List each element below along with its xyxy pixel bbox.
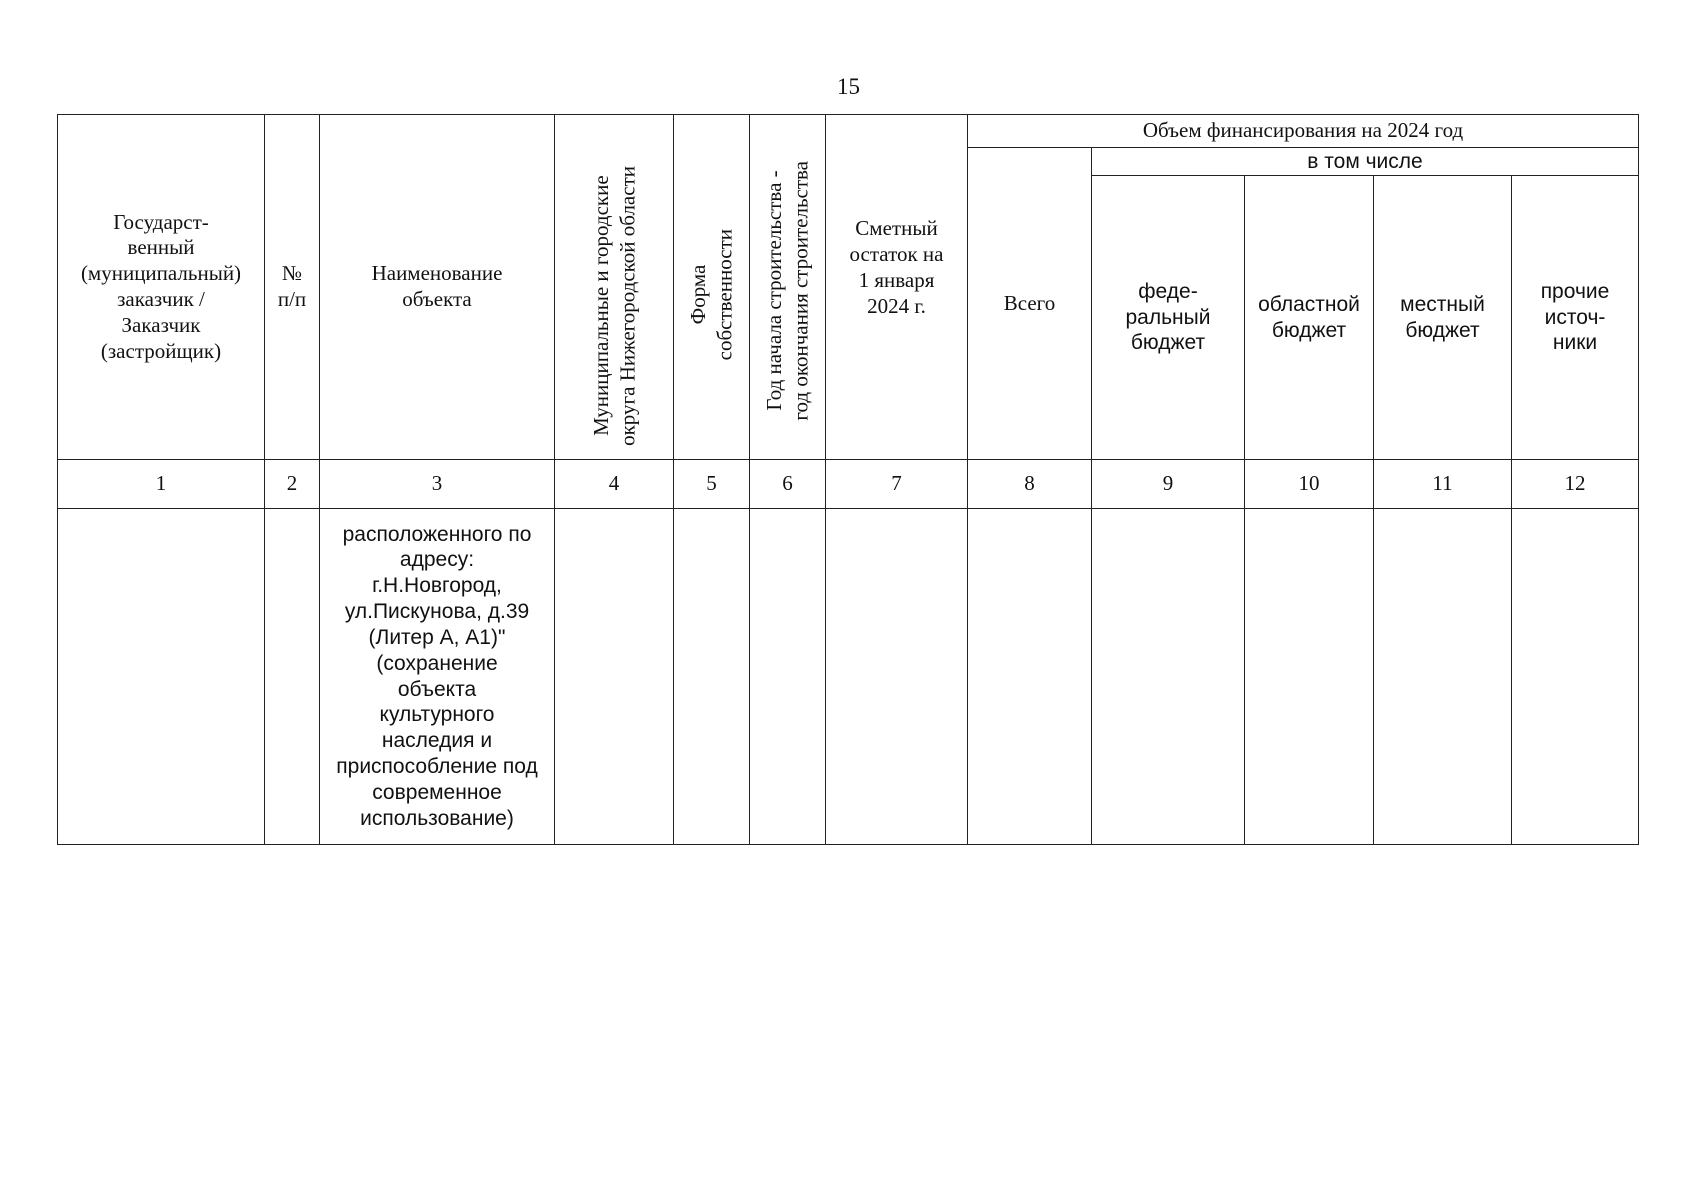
column-number-9: 9: [1092, 460, 1245, 509]
cell-other-sources: [1512, 509, 1639, 845]
cell-number: [265, 509, 320, 845]
column-number-11: 11: [1374, 460, 1512, 509]
table-row: [58, 509, 1639, 845]
cell-federal-budget: [1092, 509, 1245, 845]
column-number-6: 6: [750, 460, 826, 509]
header-federal-budget: феде- ральный бюджет: [1092, 176, 1245, 460]
header-row-top: [58, 115, 1639, 148]
column-number-7: 7: [826, 460, 968, 509]
header-other-sources: прочие источ- ники: [1512, 176, 1639, 460]
cell-total: [968, 509, 1092, 845]
header-estimated-balance: Сметный остаток на 1 января 2024 г.: [826, 115, 968, 460]
column-number-4: 4: [555, 460, 674, 509]
cell-customer: [58, 509, 265, 845]
header-construction-years: Год начала строительства - год окончания строительства: [762, 160, 813, 421]
header-including: в том числе: [1092, 148, 1639, 176]
header-number: № п/п: [265, 115, 320, 460]
column-number-8: 8: [968, 460, 1092, 509]
header-object-name: Наименование объекта: [320, 115, 555, 460]
cell-object-name: расположенного по адресу: г.Н.Новгород, ул.Пискунова, д.39 (Литер А, А1)" (сохранение объекта культурного наследия и приспособление под современное использование): [320, 509, 555, 845]
header-financing-group: Объем финансирования на 2024 год: [968, 115, 1639, 148]
investment-table: [57, 114, 1639, 845]
cell-ownership-form: [674, 509, 750, 845]
header-local-budget: местный бюджет: [1374, 176, 1512, 460]
cell-estimated-balance: [826, 509, 968, 845]
cell-regional-budget: [1245, 509, 1374, 845]
header-municipality: Муниципальные и городские округа Нижегородской области: [588, 166, 639, 447]
header-regional-budget: областной бюджет: [1245, 176, 1374, 460]
column-number-1: 1: [58, 460, 265, 509]
column-number-10: 10: [1245, 460, 1374, 509]
header-total: Всего: [968, 148, 1092, 460]
header-ownership-cell: [674, 115, 750, 460]
header-construction-years-cell: [750, 115, 826, 460]
page-number: 15: [837, 74, 860, 99]
column-number-3: 3: [320, 460, 555, 509]
cell-local-budget: [1374, 509, 1512, 845]
header-customer: Государст- венный (муниципальный) заказчик / Заказчик (застройщик): [58, 115, 265, 460]
column-number-row: [58, 460, 1639, 509]
cell-municipality: [555, 509, 674, 845]
cell-construction-years: [750, 509, 826, 845]
header-municipality-cell: [555, 115, 674, 460]
column-number-5: 5: [674, 460, 750, 509]
header-ownership-form: Форма собственности: [686, 228, 737, 361]
column-number-2: 2: [265, 460, 320, 509]
column-number-12: 12: [1512, 460, 1639, 509]
